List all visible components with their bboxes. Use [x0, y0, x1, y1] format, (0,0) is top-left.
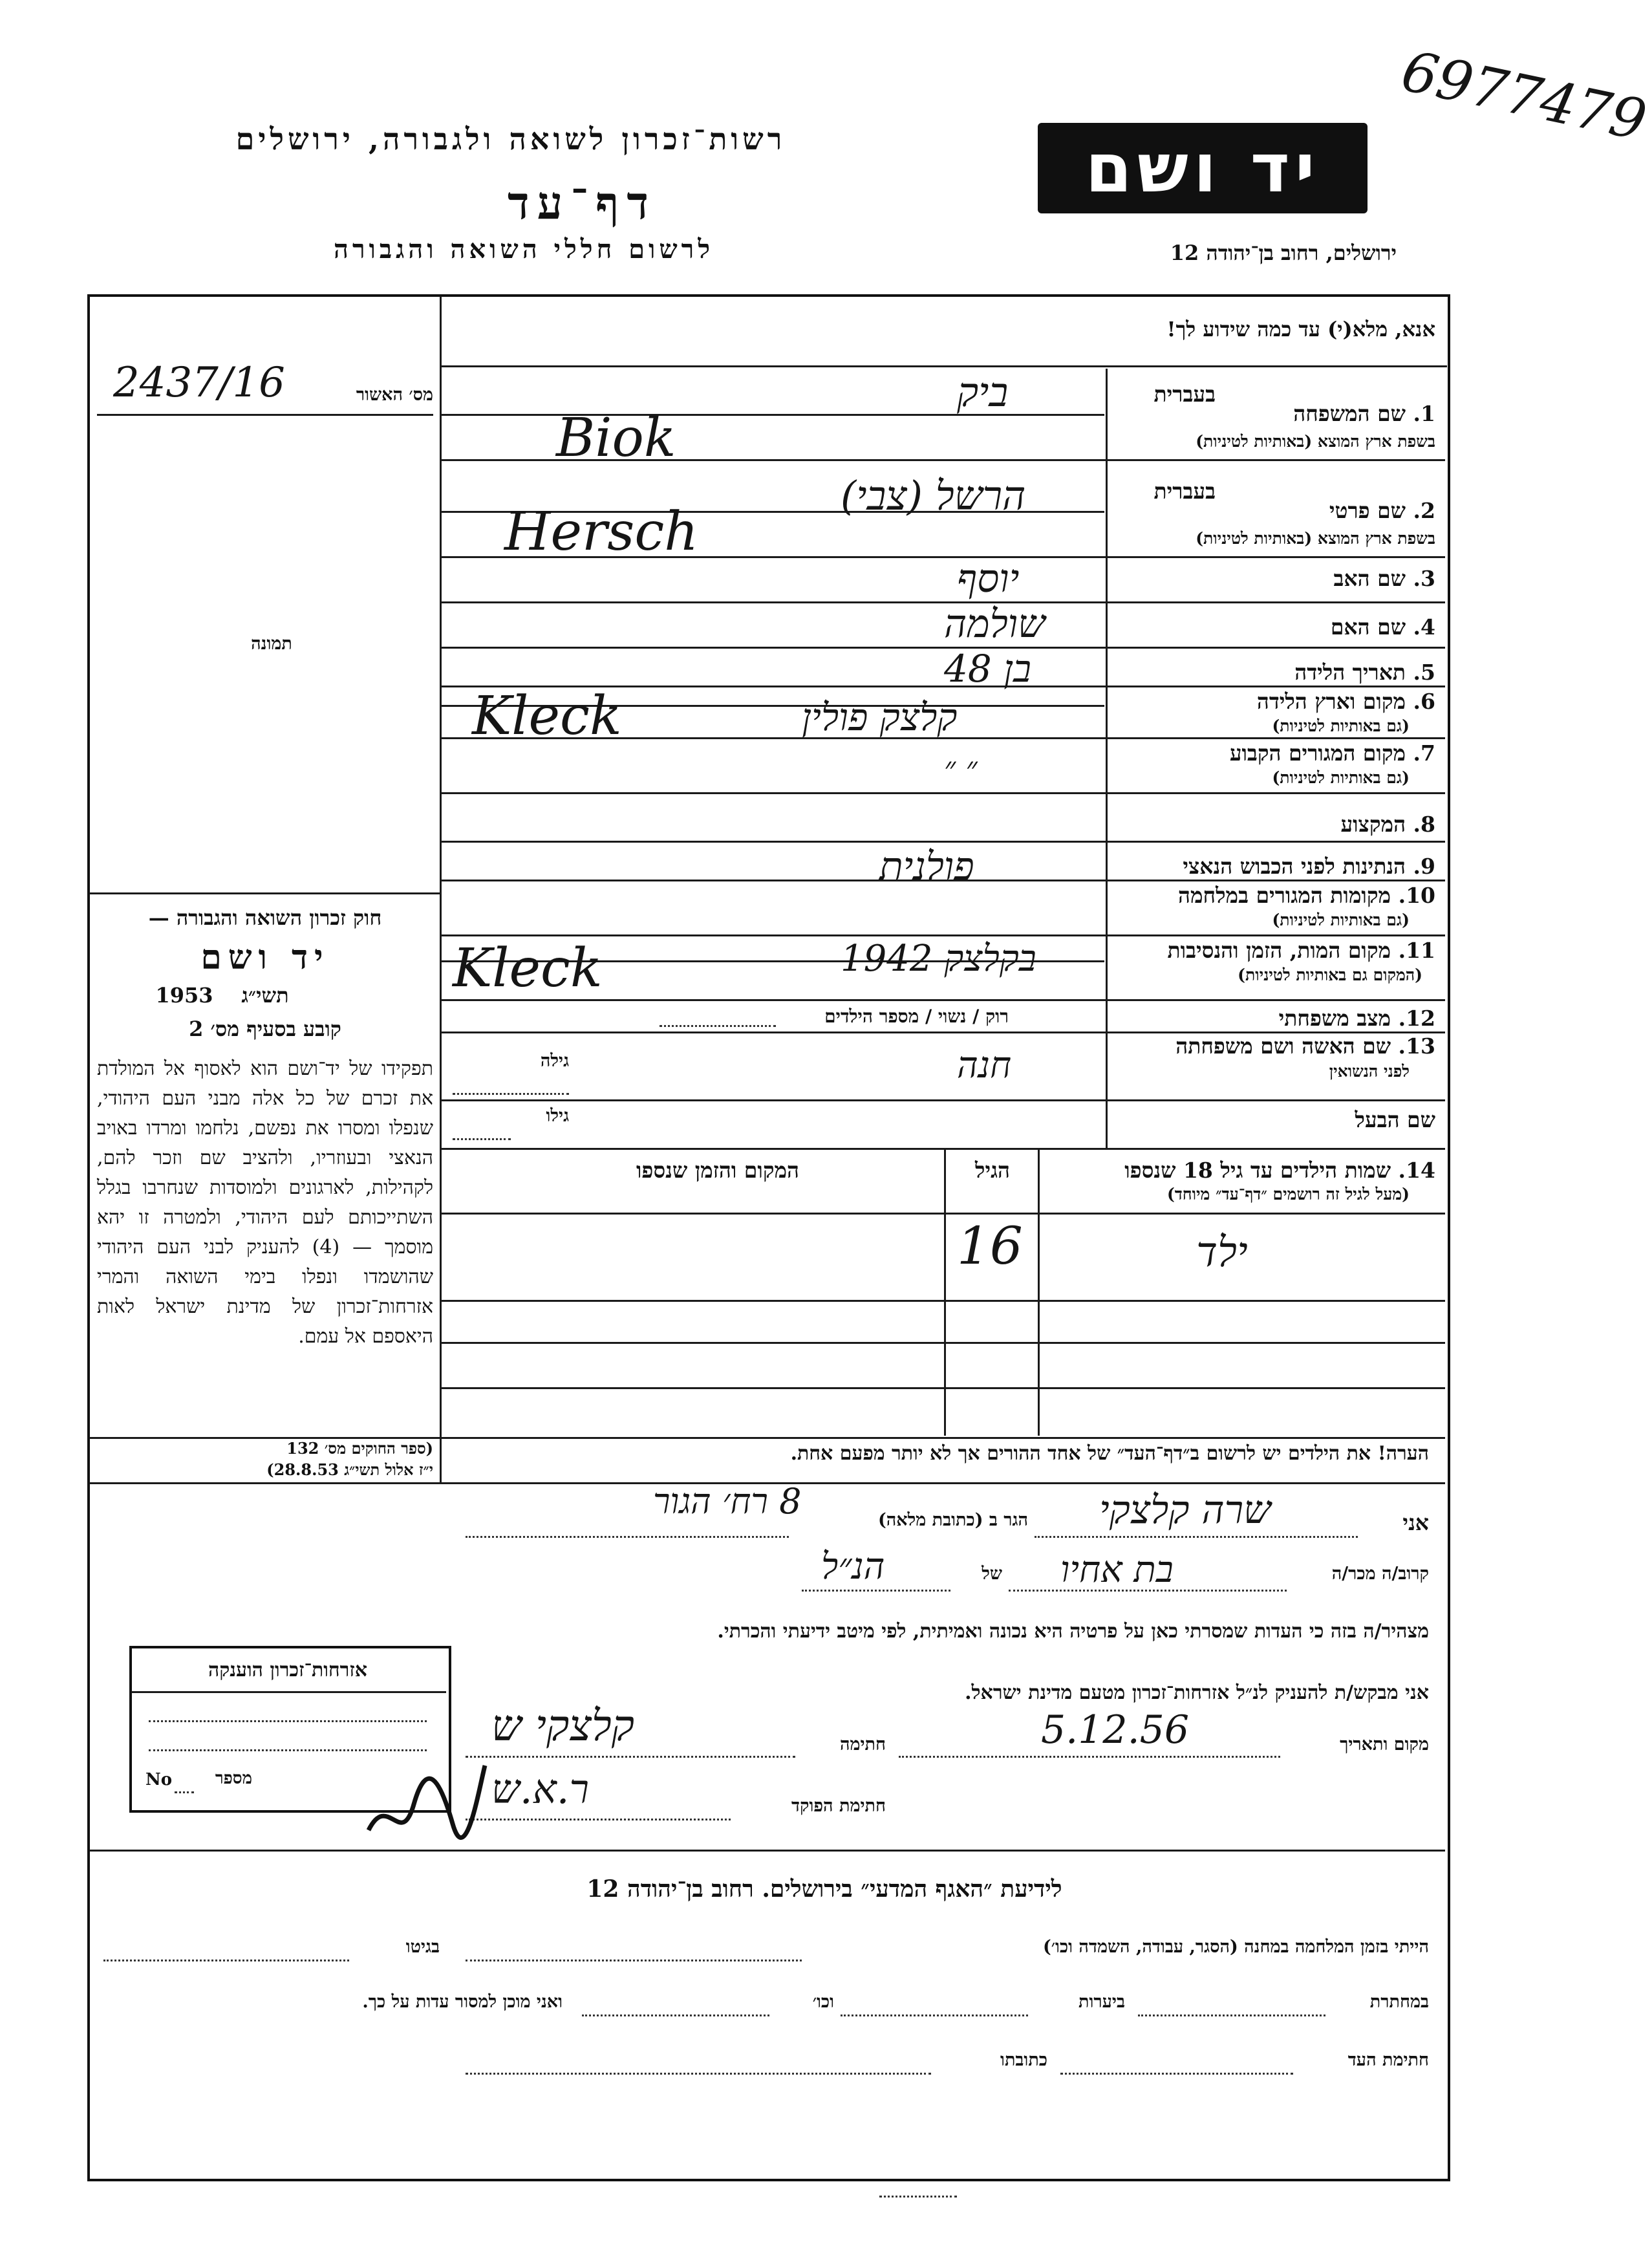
yad-vashem-logo	[1038, 123, 1368, 213]
citizenship-request: אני מבקש/ת להעניק לנ״ל אזרחות־זכרון מטעם מדינת ישראל.	[965, 1681, 1429, 1704]
row-rule-8	[442, 841, 1445, 843]
children-col-divider-2	[944, 1148, 946, 1436]
address: ירושלים, רחוב בן־יהודה 12	[1170, 241, 1397, 265]
note-text: הערה! את הילדים יש לרשום ב״דף־העד״ של אחד ההורים אך לא יותר מפעם אחת.	[790, 1442, 1429, 1465]
field-12-options: רוק / נשוי / מספר הילדים	[824, 1006, 1009, 1027]
relation-label: קרוב/ה מכר/ה	[1331, 1564, 1429, 1584]
intro-text: אנא, מלא(י) עד כמה שידוע לך!	[1166, 317, 1435, 341]
logo-text: יד ושם	[1085, 129, 1320, 208]
footer-title: לידיעת ״האגף המדעי״ בירושלים. רחוב בן־יהודה 12	[586, 1875, 1062, 1903]
hebrew-label-2: בעברית	[1153, 479, 1216, 504]
children-place-header: המקום והזמן שנספו	[636, 1158, 800, 1183]
intro-rule	[442, 365, 1447, 367]
law-source-date: י״ז אלול תשי״ג 28.8.53)	[266, 1460, 433, 1479]
row-rule-14	[442, 1148, 1445, 1150]
field-2-label: 2. שם פרטי	[1329, 498, 1435, 523]
child-1-age: 16	[957, 1216, 1023, 1276]
field-2-latin-value: Hersch	[504, 501, 699, 563]
footer-underground-dots	[1138, 2014, 1325, 2016]
footer-willing-text: ואני מוכן למסור עדות על כך.	[362, 1992, 563, 2012]
field-6-hint: (גם באותיות לטיניות)	[1272, 717, 1410, 735]
footer-forests-label: ביערות	[1078, 1992, 1125, 2012]
declarant-name: שרה קלצקי	[1099, 1487, 1271, 1533]
field-13-label: 13. שם האשה ושם משפחתה	[1175, 1033, 1435, 1059]
footer-etc-dots	[582, 2014, 769, 2016]
field-12-label: 12. מצב משפחתי	[1278, 1006, 1435, 1031]
law-year-hebrew: תשי״ג	[241, 983, 289, 1008]
field-5-label: 5. תאריך הלידה	[1294, 660, 1435, 685]
row-rule-10	[442, 934, 1445, 936]
footer-etc-label: וכו׳	[812, 1992, 834, 2012]
field-9-value: פולנית	[879, 844, 974, 889]
citizenship-number-dots	[175, 1791, 194, 1793]
official-signature-value: ר.א.ש	[491, 1766, 589, 1813]
husband-label: שם הבעל	[1355, 1107, 1435, 1132]
form-title: דף־עד	[507, 176, 656, 230]
field-9-label: 9. הנתינות לפני הכבוש הנאצי	[1183, 854, 1435, 879]
latin-hint-1: בשפת ארץ המוצא (באותיות לטיניות)	[1196, 432, 1435, 451]
field-4-value: שולמה	[944, 601, 1046, 647]
citizenship-box-title: אזרחות־זכרון הוענקה	[208, 1659, 368, 1681]
relation-dots	[1009, 1590, 1287, 1592]
children-header-rule	[442, 1213, 1445, 1215]
citizenship-number-label: מספר	[215, 1769, 252, 1788]
field-6-latin-value: Kleck	[472, 686, 622, 747]
latin-hint-2: בשפת ארץ המוצא (באותיות לטיניות)	[1196, 529, 1435, 548]
footer-camp-dots	[466, 1960, 802, 1961]
field-7-hint: (גם באותיות לטיניות)	[1272, 768, 1410, 787]
handwritten-reference-number: 6977479	[1396, 39, 1652, 154]
declaration-statement: מצהיר/ה בזה כי העדות שמסרתי כאן על פרטיה היא נכונה ואמיתית, לפי מיטב ידיעתי והכרתי.	[717, 1620, 1429, 1643]
declarant-name-dots	[1035, 1536, 1358, 1538]
address-label: הגר ב (כתובת מלאה)	[877, 1510, 1028, 1530]
row-rule-4	[442, 647, 1445, 649]
field-11-latin-value: Kleck	[453, 938, 603, 999]
citizenship-dots-2	[149, 1749, 427, 1751]
form-subtitle: לרשום חללי השואה והגבורה	[333, 234, 714, 265]
field-3-label: 3. שם האב	[1333, 566, 1435, 591]
official-signature-dots	[466, 1819, 731, 1820]
citizenship-no-label: No	[145, 1770, 173, 1789]
children-table-header: 14. שמות הילדים עד גיל 18 שנספו	[1124, 1158, 1435, 1183]
row-rule-13	[442, 1099, 1445, 1101]
photo-placeholder-label: תמונה	[251, 634, 292, 654]
signature-label: חתימה	[839, 1734, 886, 1755]
field-11-hint: (המקום גם באותיות לטיניות)	[1238, 966, 1422, 984]
children-table-subheader: (מעל לגיל זה רושמים ״דף־עד״ מיוחד)	[1166, 1185, 1410, 1204]
footer-address-label: כתובתו	[1000, 2050, 1047, 2070]
field-1-hebrew-value: ביק	[957, 369, 1009, 416]
row-rule-11b	[442, 999, 1445, 1001]
law-source: (ספר החוקים מס׳ 132	[286, 1439, 433, 1458]
child-1-name: ילד	[1196, 1229, 1248, 1277]
of-value: הנ״ל	[821, 1546, 885, 1588]
children-row-rule-1	[442, 1300, 1445, 1302]
field-1-label: 1. שם המשפחה	[1293, 401, 1435, 426]
field-7-value: ״ ״	[944, 750, 978, 786]
husband-age-dots	[453, 1138, 511, 1140]
field-10-label: 10. מקומות המגורים במלחמה	[1178, 883, 1435, 908]
place-date-value: 5.12.56	[1041, 1707, 1190, 1753]
left-panel-divider	[440, 296, 442, 1438]
wife-age-dots	[453, 1093, 569, 1095]
of-label: של	[982, 1564, 1002, 1584]
law-title: חוק זכרון השואה והגבורה —	[148, 905, 382, 930]
children-age-header: הגיל	[975, 1158, 1010, 1183]
signature-value: קלצקי ש	[491, 1701, 635, 1751]
field-11-hebrew-value: בקלצק 1942	[841, 938, 1036, 980]
photo-bottom-rule	[89, 892, 440, 894]
footer-top-rule	[89, 1850, 1445, 1852]
law-paragraph: תפקידו של יד־ושם הוא לאסוף אל המולדת את זכרם של כל אלה מבני העם היהודי, שנפלו ומסרו את נפשם, נלחמו ומרדו באויב הנאצי ובעוזריו, ולהציב שם וזכר להם, לקהילות, לארגונים ולמוסדות שנחרבו בגלל השתייכותם לעם היהודי, ולמטרה זו יהא מוסמך — (4) להעניק לבני העם היהודי שהושמדו ונפלו בימי השואה והמרי אזרחות־זכרון של מדינת ישראל לאות היאספם אל עמם.	[97, 1057, 433, 1348]
field-13-hint: לפני הנשואין	[1329, 1062, 1410, 1081]
law-panel-bottom-rule	[89, 1482, 442, 1484]
field-3-value: יוסף	[957, 556, 1020, 601]
footer-witness-signature-label: חתימת העד	[1347, 2050, 1429, 2070]
approval-rule	[97, 414, 433, 416]
field-6-hebrew-value: קלצק פולין	[802, 695, 958, 739]
husband-age-label: גילו	[546, 1106, 569, 1126]
field-8-label: 8. המקצוע	[1340, 812, 1435, 837]
footer-address-dots	[466, 2073, 931, 2075]
row-rule-7	[442, 792, 1445, 794]
relation-value: בת אחיו	[1060, 1549, 1174, 1591]
place-date-dots	[899, 1756, 1280, 1758]
field-4-label: 4. שם האם	[1330, 614, 1435, 640]
row-rule-12	[442, 1031, 1445, 1033]
of-dots	[802, 1590, 950, 1592]
footer-forests-dots	[841, 2014, 1028, 2016]
children-row-rule-2	[442, 1342, 1445, 1344]
place-date-label: מקום ותאריך	[1340, 1734, 1429, 1755]
address-dots	[466, 1536, 789, 1538]
field-2-hebrew-value: הרשל (צבי)	[841, 472, 1026, 519]
field-6-label: 6. מקום וארץ הלידה	[1256, 689, 1435, 714]
official-signature-label: חתימת הפוקד	[791, 1796, 886, 1816]
field-11-label: 11. מקום המות, הזמן והנסיבות	[1167, 938, 1435, 963]
field-1-latin-value: Biok	[556, 407, 676, 469]
law-year-gregorian: 1953	[155, 983, 213, 1008]
citizenship-box-rule	[131, 1691, 446, 1693]
authority-title: רשות־זכרון לשואה ולגבורה, ירושלים	[235, 122, 786, 157]
footer-underground-label: במחתרת	[1369, 1992, 1429, 2012]
footer-ghetto-dots	[103, 1960, 349, 1961]
citizenship-dots-1	[149, 1720, 427, 1722]
law-panel-bottom-divider	[440, 1437, 442, 1482]
footer-ghetto-label: בגיטו	[405, 1937, 440, 1957]
law-clause: קובע בסעיף מס׳ 2	[189, 1017, 341, 1041]
footer-witness-signature-dots	[1060, 2073, 1293, 2075]
bottom-mark	[879, 2196, 957, 2198]
approval-number: 2437/16	[113, 359, 285, 407]
field-13-value: חנה	[957, 1044, 1012, 1086]
field-12-dots	[660, 1025, 776, 1027]
children-row-rule-3	[442, 1387, 1445, 1389]
note-rule	[442, 1482, 1445, 1484]
declarant-label: אני	[1402, 1510, 1429, 1535]
signature-dots	[466, 1756, 795, 1758]
children-col-divider-1	[1038, 1148, 1040, 1436]
row-rule-3	[442, 601, 1445, 603]
hebrew-label-1: בעברית	[1153, 382, 1216, 407]
field-10-hint: (גם באותיות לטיניות)	[1272, 911, 1410, 929]
footer-camp-text: הייתי בזמן המלחמה במחנה (הסגר, עבודה, השמדה וכו׳)	[1043, 1937, 1429, 1957]
approval-label: מס׳ האשור	[356, 385, 433, 405]
wife-age-label: גילה	[540, 1051, 569, 1071]
address-value: 8 רח׳ הגור	[653, 1481, 802, 1522]
field-7-label: 7. מקום המגורים הקבוע	[1229, 740, 1435, 766]
law-name: יד ושם	[200, 938, 330, 977]
field-5-value: בן 48	[944, 647, 1031, 691]
